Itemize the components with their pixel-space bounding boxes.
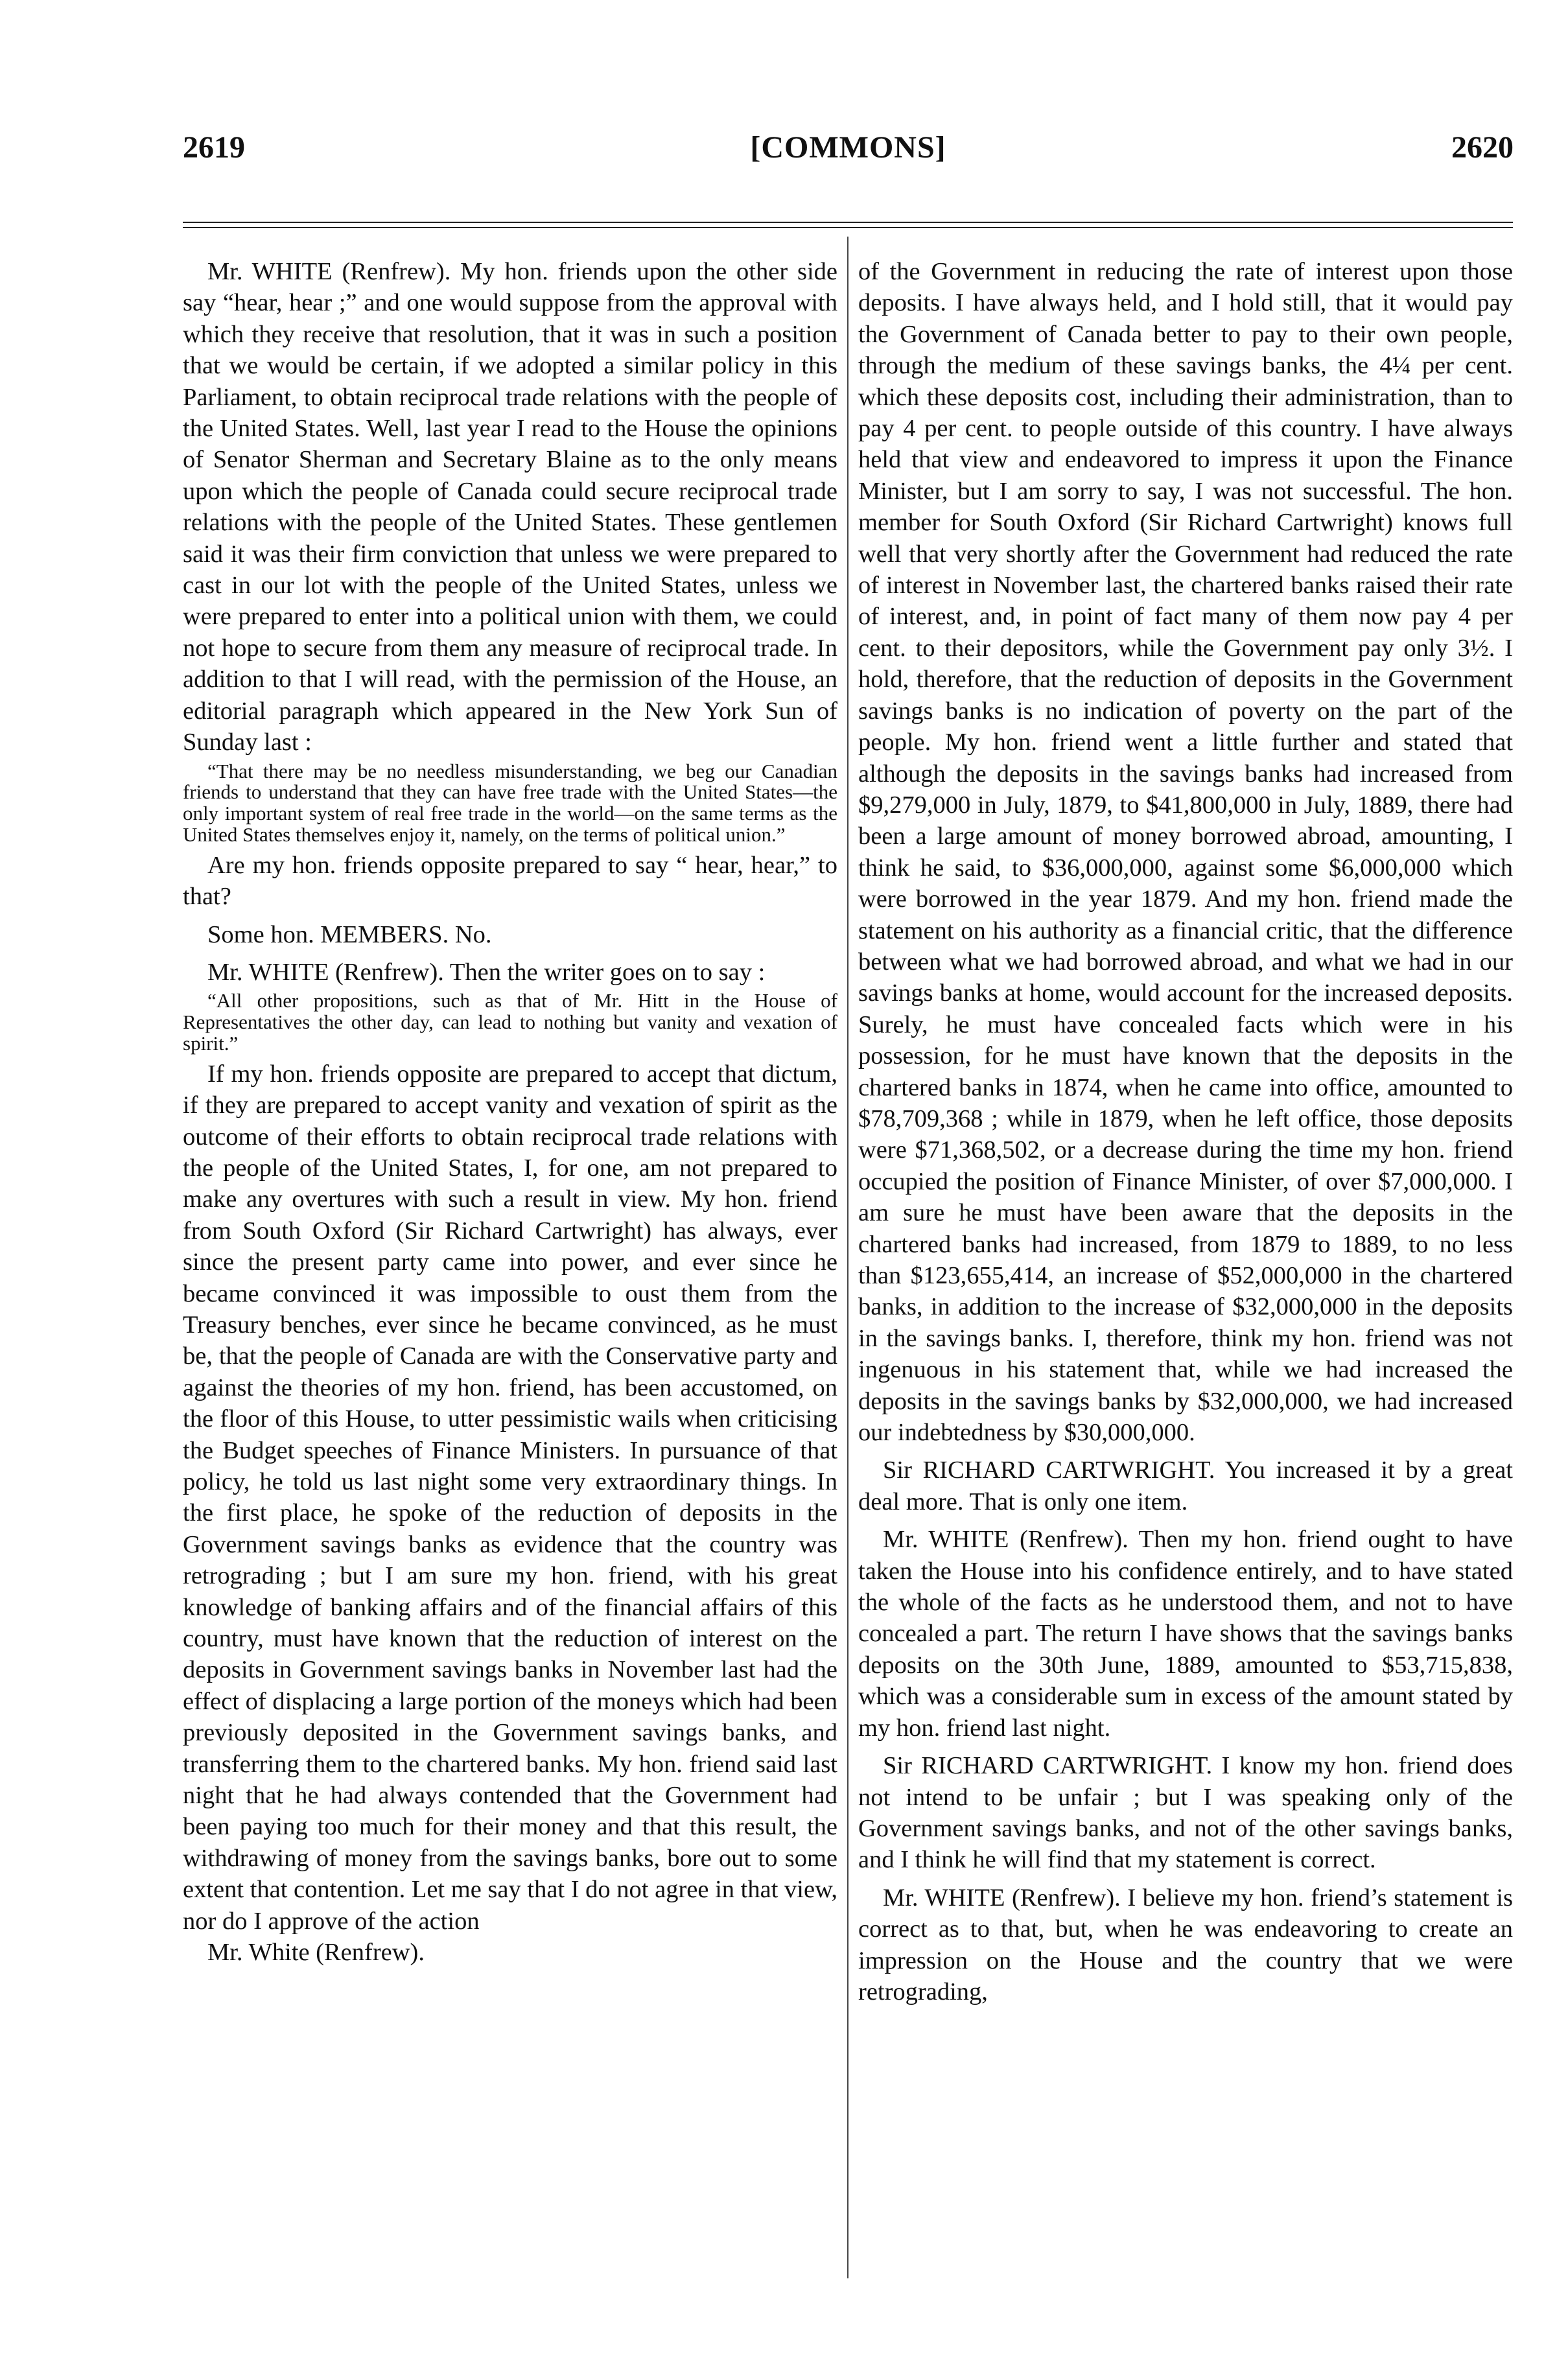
paragraph: Mr. WHITE (Renfrew). Then the writer goes on to say : <box>207 958 766 986</box>
header-rule-top <box>183 222 1513 223</box>
paragraph: Mr. WHITE (Renfrew). I believe my hon. friend’s statement is correct as to that, but, when he was endeavoring to create an impression on the House and the country that we were retrograding, <box>858 1884 1513 2005</box>
paragraph: of the Government in reducing the rate of interest upon those deposits. I have always held, and I hold still, that it would pay the Government of Canada better to pay to their own people, through the medium of these savings banks, the 4¼ per cent. which these deposits cost, including their administration, than to pay 4 per cent. to people outside of this country. I have always held that view and endeavored to impress it upon the Finance Minister, but I am sorry to say, I was not successful. The hon. member for South Oxford (Sir Richard Cartwright) knows full well that very shortly after the Government had reduced the rate of interest in November last, the chartered banks raised their rate of interest, and, in point of fact many of them now pay 4 per cent. to their depositors, while the Government pay only 3½. I hold, therefore, that the reduction of deposits in the Government savings banks is no indication of poverty on the part of the people. My hon. friend went a little further and stated that although the deposits in the savings banks had increased from $9,279,000 in July, 1879, to $41,800,000 in July, 1889, there had been a large amount of money borrowed abroad, amounting, I think he said, to $36,000,000, against some $6,000,000 which were borrowed in the year 1879. And my hon. friend made the statement on his authority as a financial critic, that the difference between what we had borrowed abroad, and what we had in our savings banks at home, would account for the increased deposits. Surely, he must have concealed facts which were in his possession, for he must have known that the deposits in the chartered banks in 1874, when he came into office, amounted to $78,709,368 ; while in 1879, when he left office, those deposits were $71,368,502, or a decrease during the time my hon. friend occupied the position of Finance Minister, of over $7,000,000. I am sure he must have been aware that the deposits in the chartered banks had increased, from 1879 to 1889, to no less than $123,655,414, an increase of $52,000,000 in the chartered banks, in addition to the increase of $32,000,000 in the deposits in the savings banks. I, therefore, think my hon. friend was not ingenuous in his statement that, while we had increased the deposits in the savings banks by $32,000,000, we had increased our indebtedness by $30,000,000. <box>858 258 1513 1447</box>
right-column <box>858 256 1513 2007</box>
paragraph: Are my hon. friends opposite prepared to say “ hear, hear,” to that? <box>183 851 837 911</box>
page-header <box>183 130 1514 181</box>
page-number-left: 2619 <box>183 130 245 165</box>
speaker-footer: Mr. White (Renfrew). <box>207 1939 425 1967</box>
paragraph: Mr. WHITE (Renfrew). My hon. friends upon the other side say “hear, hear ;” and one would suppose from the approval with which they receive that resolution, that it was in such a position that we would be certain, if we adopted a similar policy in this Parliament, to obtain reciprocal trade relations with the people of the United States. Well, last year I read to the House the opinions of Senator Sherman and Secretary Blaine as to the only means upon which the people of Canada could secure reciprocal trade relations with the people of the United States. These gentlemen said it was their firm conviction that unless we were prepared to cast in our lot with the people of the United States, unless we were prepared to enter into a political union with them, we could not hope to secure from them any measure of reciprocal trade. In addition to that I will read, with the permission of the House, an editorial paragraph which appeared in the New York Sun of Sunday last : <box>183 258 837 756</box>
header-rule-bottom <box>183 227 1513 228</box>
page-number-right: 2620 <box>1451 130 1514 165</box>
paragraph: Some hon. MEMBERS. No. <box>207 920 492 948</box>
block-quote: “All other propositions, such as that of Mr. Hitt in the House of Representatives the other day, can lead to nothing but vanity and vexation of spirit.” <box>183 989 837 1055</box>
paragraph: Sir RICHARD CARTWRIGHT. You increased it by a great deal more. That is only one item. <box>858 1456 1513 1515</box>
paragraph: Mr. WHITE (Renfrew). Then my hon. friend ought to have taken the House into his confidence entirely, and to have stated the whole of the facts as he understood them, and not to have concealed a part. The return I have shows that the savings banks deposits on the 30th June, 1889, amounted to $53,715,838, which was a considerable sum in excess of the amount stated by my hon. friend last night. <box>858 1526 1513 1742</box>
paragraph: Sir RICHARD CARTWRIGHT. I know my hon. friend does not intend to be unfair ; but I was speaking only of the Government savings banks, and not of the other savings banks, and I think he will find that my statement is correct. <box>858 1752 1513 1874</box>
page-title: [COMMONS] <box>750 130 946 165</box>
paragraph: If my hon. friends opposite are prepared to accept that dictum, if they are prepared to accept vanity and vexation of spirit as the outcome of their efforts to obtain reciprocal trade relations with the people of the United States, I, for one, am not prepared to make any overtures with such a result in view. My hon. friend from South Oxford (Sir Richard Cartwright) has always, ever since the present party came into power, and ever since he became convinced it was impossible to oust them from the Treasury benches, ever since he became convinced, as he must be, that the people of Canada are with the Conservative party and against the theories of my hon. friend, has been accustomed, on the floor of this House, to utter pessimistic wails when criticising the Budget speeches of Finance Ministers. In pursuance of that policy, he told us last night some very extraordinary things. In the first place, he spoke of the reduction of deposits in the Government savings banks as evidence that the country was retrograding ; but I am sure my hon. friend, with his great knowledge of banking affairs and of the financial affairs of this country, must have known that the reduction of interest on the deposits in Government savings banks in November last had the effect of displacing a large portion of the moneys which had been previously deposited in the Government savings banks, and transferring them to the chartered banks. My hon. friend said last night that he had always contended that the Government had been paying too much for their money and that this result, the withdrawing of money from the savings banks, bore out to some extent that contention. Let me say that I do not agree in that view, nor do I approve of the action <box>183 1060 837 1935</box>
column-divider <box>847 237 848 2278</box>
block-quote: “That there may be no needless misunderstanding, we beg our Canadian friends to understand that they can have free trade with the United States—the only important system of real free trade in the world—on the same terms as the United States themselves enjoy it, namely, on the terms of political union.” <box>183 759 837 846</box>
left-column <box>183 256 837 1968</box>
